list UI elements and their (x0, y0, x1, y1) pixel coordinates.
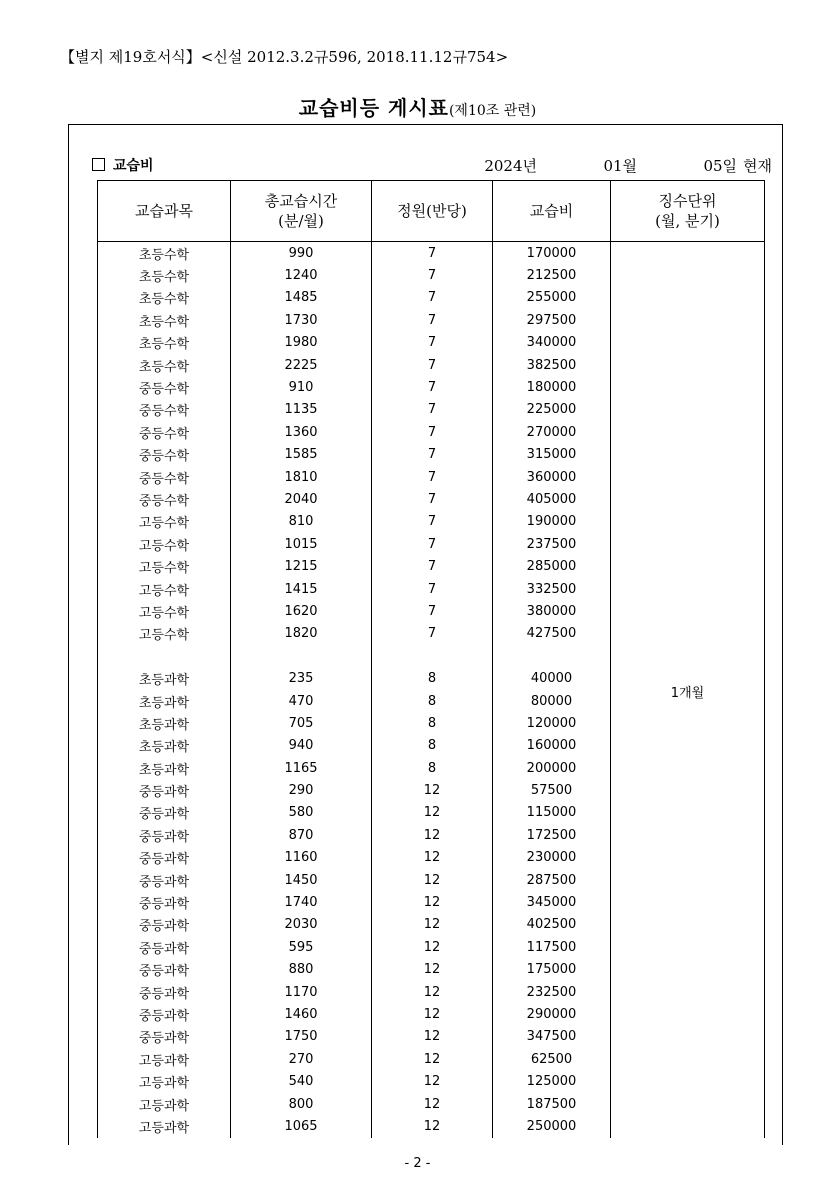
cell-subject: 초등수학 (98, 264, 231, 286)
cell-total-hours: 870 (231, 824, 372, 846)
cell-total-hours: 1820 (231, 623, 372, 645)
cell-capacity: 12 (372, 959, 493, 981)
cell-fee (493, 645, 611, 667)
cell-total-hours: 990 (231, 242, 372, 265)
cell-subject: 중등과학 (98, 891, 231, 913)
cell-subject: 고등과학 (98, 1070, 231, 1092)
page-number: - 2 - (404, 1156, 431, 1171)
cell-capacity: 12 (372, 869, 493, 891)
cell-fee: 287500 (493, 869, 611, 891)
fee-table (97, 180, 765, 1138)
cell-fee: 255000 (493, 287, 611, 309)
cell-fee: 297500 (493, 309, 611, 331)
cell-fee: 405000 (493, 488, 611, 510)
cell-subject: 고등수학 (98, 511, 231, 533)
cell-fee: 57500 (493, 779, 611, 801)
cell-fee: 285000 (493, 555, 611, 577)
cell-total-hours: 1980 (231, 332, 372, 354)
cell-capacity: 12 (372, 802, 493, 824)
cell-capacity: 12 (372, 936, 493, 958)
cell-subject: 중등과학 (98, 869, 231, 891)
cell-fee: 120000 (493, 712, 611, 734)
header-capacity: 정원(반당) (372, 181, 493, 242)
table-header-row (98, 181, 765, 242)
cell-fee: 160000 (493, 735, 611, 757)
cell-total-hours: 1485 (231, 287, 372, 309)
cell-subject: 고등과학 (98, 1115, 231, 1137)
cell-total-hours: 595 (231, 936, 372, 958)
cell-total-hours: 2030 (231, 914, 372, 936)
cell-capacity: 12 (372, 1115, 493, 1137)
cell-subject: 고등수학 (98, 555, 231, 577)
cell-fee: 80000 (493, 690, 611, 712)
cell-fee: 427500 (493, 623, 611, 645)
cell-capacity: 8 (372, 735, 493, 757)
cell-total-hours: 2040 (231, 488, 372, 510)
cell-subject: 중등과학 (98, 936, 231, 958)
cell-subject: 중등과학 (98, 959, 231, 981)
form-reference: 【별지 제19호서식】<신설 2012.3.2규596, 2018.11.12규754> (60, 48, 509, 66)
cell-capacity: 7 (372, 242, 493, 265)
cell-total-hours: 1135 (231, 399, 372, 421)
cell-total-hours: 1620 (231, 600, 372, 622)
cell-total-hours: 1170 (231, 981, 372, 1003)
cell-total-hours: 235 (231, 667, 372, 689)
cell-subject: 고등과학 (98, 1048, 231, 1070)
cell-capacity: 7 (372, 511, 493, 533)
cell-total-hours: 1240 (231, 264, 372, 286)
cell-fee: 270000 (493, 421, 611, 443)
section-label (92, 155, 154, 175)
cell-fee: 315000 (493, 444, 611, 466)
cell-subject: 초등수학 (98, 242, 231, 265)
cell-total-hours: 1450 (231, 869, 372, 891)
header-hours-line2: (분/월) (278, 212, 324, 230)
cell-fee: 402500 (493, 914, 611, 936)
cell-capacity: 7 (372, 264, 493, 286)
cell-capacity: 7 (372, 444, 493, 466)
cell-subject: 중등수학 (98, 376, 231, 398)
cell-capacity: 7 (372, 354, 493, 376)
cell-fee: 62500 (493, 1048, 611, 1070)
cell-subject: 고등수학 (98, 623, 231, 645)
table-row (98, 242, 765, 265)
cell-capacity: 7 (372, 488, 493, 510)
cell-fee: 175000 (493, 959, 611, 981)
cell-capacity: 7 (372, 376, 493, 398)
cell-capacity: 7 (372, 466, 493, 488)
cell-fee: 237500 (493, 533, 611, 555)
cell-total-hours: 580 (231, 802, 372, 824)
cell-subject: 초등과학 (98, 667, 231, 689)
cell-subject: 중등과학 (98, 802, 231, 824)
cell-subject: 초등수학 (98, 287, 231, 309)
section-header (92, 155, 772, 177)
cell-subject (98, 645, 231, 667)
cell-total-hours: 800 (231, 1093, 372, 1115)
cell-fee: 232500 (493, 981, 611, 1003)
collection-unit-value: 1개월 (670, 686, 705, 701)
cell-capacity: 12 (372, 914, 493, 936)
cell-fee: 250000 (493, 1115, 611, 1137)
cell-capacity: 8 (372, 712, 493, 734)
date-year: 2024년 (484, 157, 538, 175)
cell-fee: 115000 (493, 802, 611, 824)
cell-fee: 225000 (493, 399, 611, 421)
cell-total-hours: 1065 (231, 1115, 372, 1137)
cell-subject: 고등수학 (98, 600, 231, 622)
cell-total-hours: 540 (231, 1070, 372, 1092)
document-title-block (0, 92, 835, 121)
cell-subject: 중등수학 (98, 444, 231, 466)
cell-subject: 고등수학 (98, 578, 231, 600)
cell-capacity: 7 (372, 332, 493, 354)
cell-subject: 중등수학 (98, 421, 231, 443)
cell-capacity: 12 (372, 1048, 493, 1070)
as-of-date (467, 155, 772, 176)
header-unit (611, 181, 765, 242)
cell-subject: 초등과학 (98, 690, 231, 712)
document-title: 교습비등 게시표 (298, 96, 449, 120)
cell-capacity: 12 (372, 847, 493, 869)
cell-total-hours (231, 645, 372, 667)
cell-total-hours: 1750 (231, 1026, 372, 1048)
cell-fee: 345000 (493, 891, 611, 913)
cell-capacity: 12 (372, 891, 493, 913)
cell-fee: 190000 (493, 511, 611, 533)
cell-subject: 초등과학 (98, 712, 231, 734)
header-unit-line1: 징수단위 (658, 192, 717, 210)
cell-capacity: 12 (372, 824, 493, 846)
cell-fee: 200000 (493, 757, 611, 779)
cell-capacity: 7 (372, 309, 493, 331)
cell-capacity: 7 (372, 600, 493, 622)
cell-subject: 초등과학 (98, 757, 231, 779)
cell-total-hours: 1730 (231, 309, 372, 331)
cell-capacity: 7 (372, 578, 493, 600)
cell-total-hours: 1360 (231, 421, 372, 443)
cell-total-hours: 940 (231, 735, 372, 757)
cell-capacity: 12 (372, 1093, 493, 1115)
cell-subject: 중등과학 (98, 914, 231, 936)
cell-total-hours: 1165 (231, 757, 372, 779)
cell-total-hours: 1460 (231, 1003, 372, 1025)
cell-capacity: 12 (372, 981, 493, 1003)
cell-capacity: 12 (372, 1026, 493, 1048)
cell-total-hours: 1585 (231, 444, 372, 466)
cell-total-hours: 470 (231, 690, 372, 712)
cell-subject: 중등과학 (98, 1026, 231, 1048)
cell-fee: 347500 (493, 1026, 611, 1048)
cell-subject: 중등수학 (98, 466, 231, 488)
cell-fee: 230000 (493, 847, 611, 869)
cell-fee: 212500 (493, 264, 611, 286)
cell-capacity: 7 (372, 421, 493, 443)
cell-total-hours: 1415 (231, 578, 372, 600)
cell-fee: 380000 (493, 600, 611, 622)
date-month: 01월 (603, 157, 638, 175)
cell-capacity: 12 (372, 779, 493, 801)
header-hours-line1: 총교습시간 (264, 192, 338, 210)
section-title: 교습비 (113, 158, 154, 174)
cell-capacity: 12 (372, 1070, 493, 1092)
cell-fee: 125000 (493, 1070, 611, 1092)
cell-total-hours: 810 (231, 511, 372, 533)
cell-fee: 382500 (493, 354, 611, 376)
cell-subject: 중등수학 (98, 488, 231, 510)
cell-subject: 중등수학 (98, 399, 231, 421)
cell-subject: 고등수학 (98, 533, 231, 555)
cell-fee: 332500 (493, 578, 611, 600)
cell-capacity: 12 (372, 1003, 493, 1025)
header-total-hours (231, 181, 372, 242)
cell-capacity: 7 (372, 287, 493, 309)
cell-capacity: 7 (372, 555, 493, 577)
cell-capacity: 8 (372, 757, 493, 779)
cell-subject: 중등과학 (98, 779, 231, 801)
cell-total-hours: 290 (231, 779, 372, 801)
cell-fee: 290000 (493, 1003, 611, 1025)
cell-total-hours: 1810 (231, 466, 372, 488)
cell-capacity: 8 (372, 667, 493, 689)
cell-total-hours: 1160 (231, 847, 372, 869)
cell-subject: 중등과학 (98, 981, 231, 1003)
cell-subject: 중등과학 (98, 847, 231, 869)
cell-total-hours: 2225 (231, 354, 372, 376)
cell-fee: 40000 (493, 667, 611, 689)
header-subject: 교습과목 (98, 181, 231, 242)
cell-fee: 180000 (493, 376, 611, 398)
cell-capacity: 7 (372, 623, 493, 645)
cell-capacity: 8 (372, 690, 493, 712)
date-suffix: 현재 (743, 157, 772, 175)
cell-capacity (372, 645, 493, 667)
cell-total-hours: 1015 (231, 533, 372, 555)
cell-total-hours: 1740 (231, 891, 372, 913)
header-unit-line2: (월, 분기) (655, 212, 720, 230)
cell-subject: 초등과학 (98, 735, 231, 757)
cell-subject: 고등과학 (98, 1093, 231, 1115)
document-title-subtitle: (제10조 관련) (448, 103, 537, 119)
cell-subject: 초등수학 (98, 332, 231, 354)
fee-table-body (98, 242, 765, 1138)
cell-total-hours: 270 (231, 1048, 372, 1070)
cell-collection-unit (611, 242, 765, 1138)
cell-fee: 117500 (493, 936, 611, 958)
cell-capacity: 7 (372, 399, 493, 421)
date-day: 05일 (703, 157, 738, 175)
checkbox-square-icon (92, 158, 105, 171)
cell-total-hours: 1215 (231, 555, 372, 577)
cell-total-hours: 705 (231, 712, 372, 734)
cell-subject: 초등수학 (98, 354, 231, 376)
cell-capacity: 7 (372, 533, 493, 555)
header-fee: 교습비 (493, 181, 611, 242)
cell-fee: 360000 (493, 466, 611, 488)
cell-subject: 초등수학 (98, 309, 231, 331)
cell-subject: 중등과학 (98, 1003, 231, 1025)
cell-fee: 170000 (493, 242, 611, 265)
cell-total-hours: 880 (231, 959, 372, 981)
cell-fee: 187500 (493, 1093, 611, 1115)
cell-fee: 340000 (493, 332, 611, 354)
cell-fee: 172500 (493, 824, 611, 846)
cell-total-hours: 910 (231, 376, 372, 398)
cell-subject: 중등과학 (98, 824, 231, 846)
